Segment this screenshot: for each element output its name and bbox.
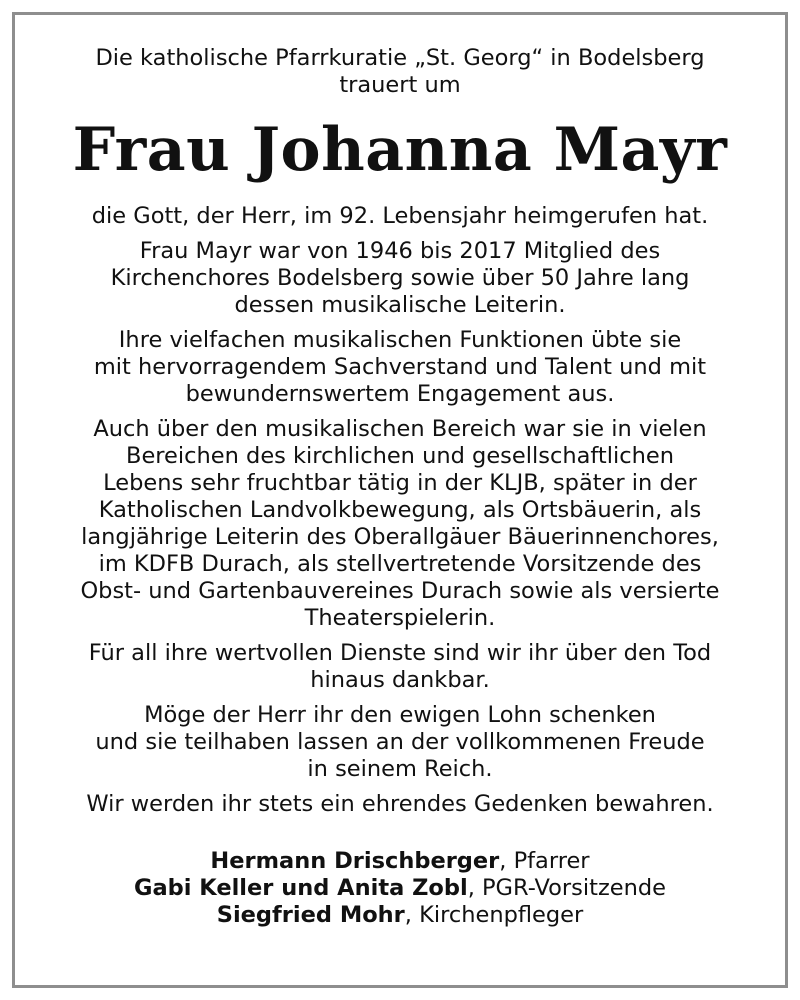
header-line-2: trauert um — [339, 72, 461, 98]
text-line: bewundernswertem Engagement aus. — [185, 381, 615, 407]
text-line: dessen musikalische Leiterin. — [234, 292, 566, 318]
paragraph — [15, 640, 785, 694]
text-line: Bereichen des kirchlichen und gesellschaftlichen — [126, 443, 674, 469]
text-line: Ihre vielfachen musikalischen Funktionen übte sie — [118, 327, 682, 353]
signatory — [15, 875, 785, 902]
signature-block — [15, 848, 785, 929]
text-line: Wir werden ihr stets ein ehrendes Gedenken bewahren. — [86, 791, 714, 817]
signatory-role: , Pfarrer — [499, 848, 590, 874]
paragraph — [15, 203, 785, 230]
signatory — [15, 848, 785, 875]
text-line: Möge der Herr ihr den ewigen Lohn schenken — [144, 702, 656, 728]
text-line: und sie teilhaben lassen an der vollkommenen Freude — [95, 729, 705, 755]
text-line: Frau Mayr war von 1946 bis 2017 Mitglied des — [139, 238, 661, 264]
paragraph — [15, 416, 785, 632]
text-line: mit hervorragendem Sachverstand und Talent und mit — [93, 354, 707, 380]
signatory-name: Siegfried Mohr — [216, 902, 405, 928]
notice-body — [15, 203, 785, 818]
text-line: im KDFB Durach, als stellvertretende Vorsitzende des — [98, 551, 702, 577]
text-line: Theaterspielerin. — [304, 605, 496, 631]
text-line: hinaus dankbar. — [310, 667, 490, 693]
paragraph — [15, 327, 785, 408]
paragraph — [15, 702, 785, 783]
signatory — [15, 902, 785, 929]
text-line: Kirchenchores Bodelsberg sowie über 50 Jahre lang — [110, 265, 690, 291]
signatory-role: , Kirchenpfleger — [404, 902, 584, 928]
text-line: Obst- und Gartenbauvereines Durach sowie als versierte — [80, 578, 720, 604]
deceased-name: Frau Johanna Mayr — [72, 115, 728, 185]
header-line-1: Die katholische Pfarrkuratie „St. Georg“ in Bodelsberg — [95, 45, 705, 71]
notice-frame — [12, 12, 788, 988]
text-line: Für all ihre wertvollen Dienste sind wir ihr über den Tod — [88, 640, 712, 666]
text-line: in seinem Reich. — [307, 756, 493, 782]
paragraph — [15, 791, 785, 818]
notice-header — [15, 45, 785, 99]
signatory-name: Gabi Keller und Anita Zobl — [133, 875, 468, 901]
signatory-role: , PGR-Vorsitzende — [467, 875, 667, 901]
signatory-name: Hermann Drischberger — [210, 848, 500, 874]
paragraph — [15, 238, 785, 319]
text-line: die Gott, der Herr, im 92. Lebensjahr heimgerufen hat. — [91, 203, 709, 229]
text-line: langjährige Leiterin des Oberallgäuer Bäuerinnenchores, — [81, 524, 719, 550]
text-line: Lebens sehr fruchtbar tätig in der KLJB, später in der — [103, 470, 697, 496]
text-line: Katholischen Landvolkbewegung, als Ortsbäuerin, als — [98, 497, 702, 523]
text-line: Auch über den musikalischen Bereich war sie in vielen — [93, 416, 707, 442]
notice-content — [15, 45, 785, 929]
